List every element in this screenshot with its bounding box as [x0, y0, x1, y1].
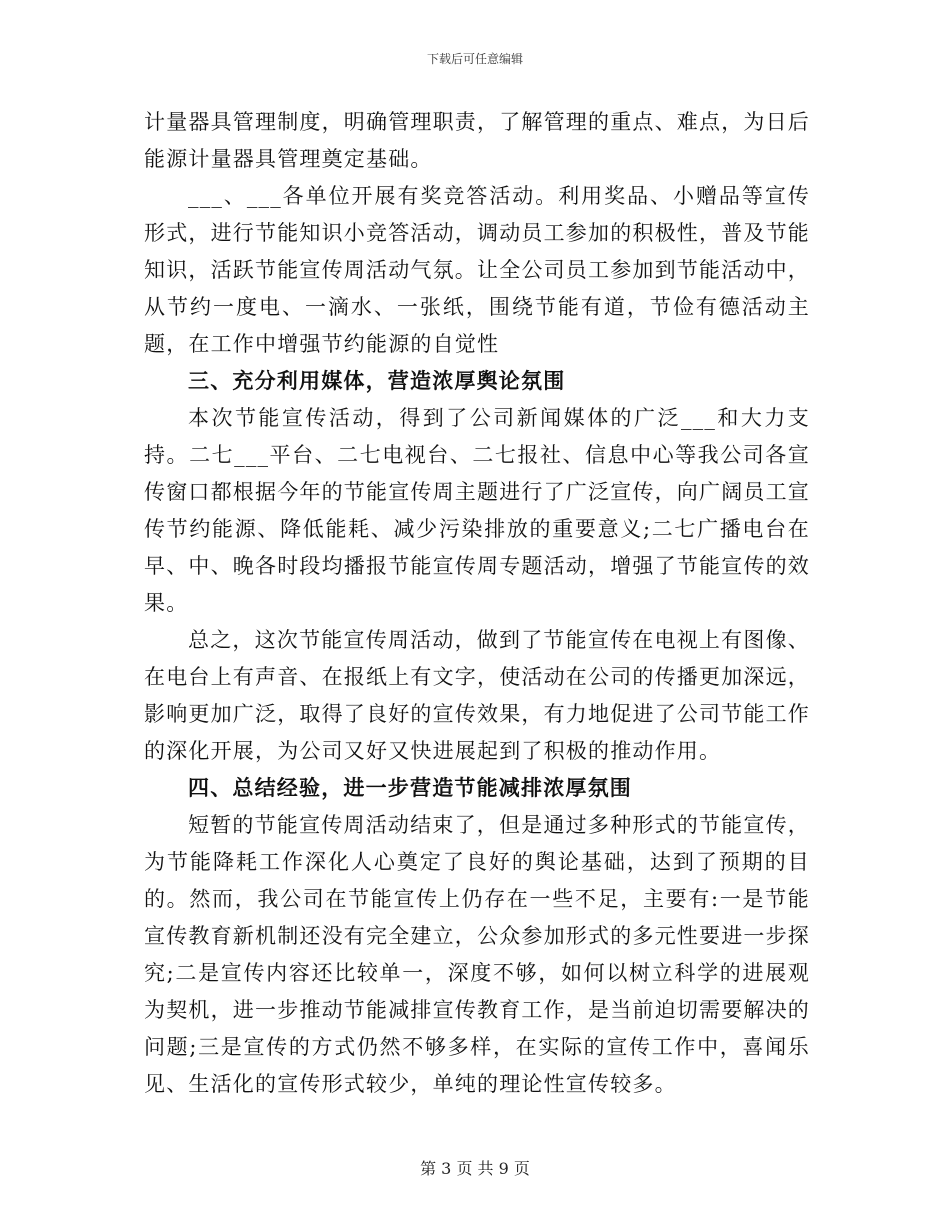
paragraph-quiz-activity: ___、___各单位开展有奖竞答活动。利用奖品、小赠品等宣传形式，进行节能知识小竞答活动，调动员工参加的积极性，普及节能知识，活跃节能宣传周活动气氛。让全公司员工参加到节能活动中，从节约一度电、一滴水、一张纸，围绕节能有道，节俭有德活动主题，在工作中增强节约能源的自觉性: [144, 184, 810, 356]
paragraph-shortcomings: 短暂的节能宣传周活动结束了，但是通过多种形式的节能宣传，为节能降耗工作深化人心奠定了良好的舆论基础，达到了预期的目的。然而，我公司在节能宣传上仍存在一些不足，主要有:一是节能宣传教育新机制还没有完全建立，公众参加形式的多元性要进一步探究;二是宣传内容还比较单一，深度不够，如何以树立科学的进展观为契机，进一步推动节能减排宣传教育工作，是当前迫切需要解决的问题;三是宣传的方式仍然不够多样，在实际的宣传工作中，喜闻乐见、生活化的宣传形式较少，单纯的理论性宣传较多。: [144, 813, 810, 1096]
page-number: 第 3 页 共 9 页: [420, 1159, 530, 1178]
page-header: 下载后可任意编辑: [426, 52, 523, 66]
paragraph-media-support: 本次节能宣传活动，得到了公司新闻媒体的广泛___和大力支持。二七___平台、二七电视台、二七报社、信息中心等我公司各宣传窗口都根据今年的节能宣传周主题进行了广泛宣传，向广阔员工宣传节约能源、降低能耗、减少污染排放的重要意义;二七广播电台在早、中、晚各时段均播报节能宣传周专题活动，增强了节能宣传的效果。: [144, 406, 810, 615]
document-body: [144, 104, 810, 1103]
section-heading-3: 三、充分利用媒体，营造浓厚舆论氛围: [188, 369, 566, 393]
section-heading-4: 四、总结经验，进一步营造节能减排浓厚氛围: [188, 776, 632, 800]
paragraph-summary: 总之，这次节能宣传周活动，做到了节能宣传在电视上有图像、在电台上有声音、在报纸上有文字，使活动在公司的传播更加深远，影响更加广泛，取得了良好的宣传效果，有力地促进了公司节能工作的深化开展，为公司又好又快进展起到了积极的推动作用。: [144, 628, 810, 763]
paragraph-continuation: 计量器具管理制度，明确管理职责，了解管理的重点、难点，为日后能源计量器具管理奠定基础。: [144, 110, 810, 171]
